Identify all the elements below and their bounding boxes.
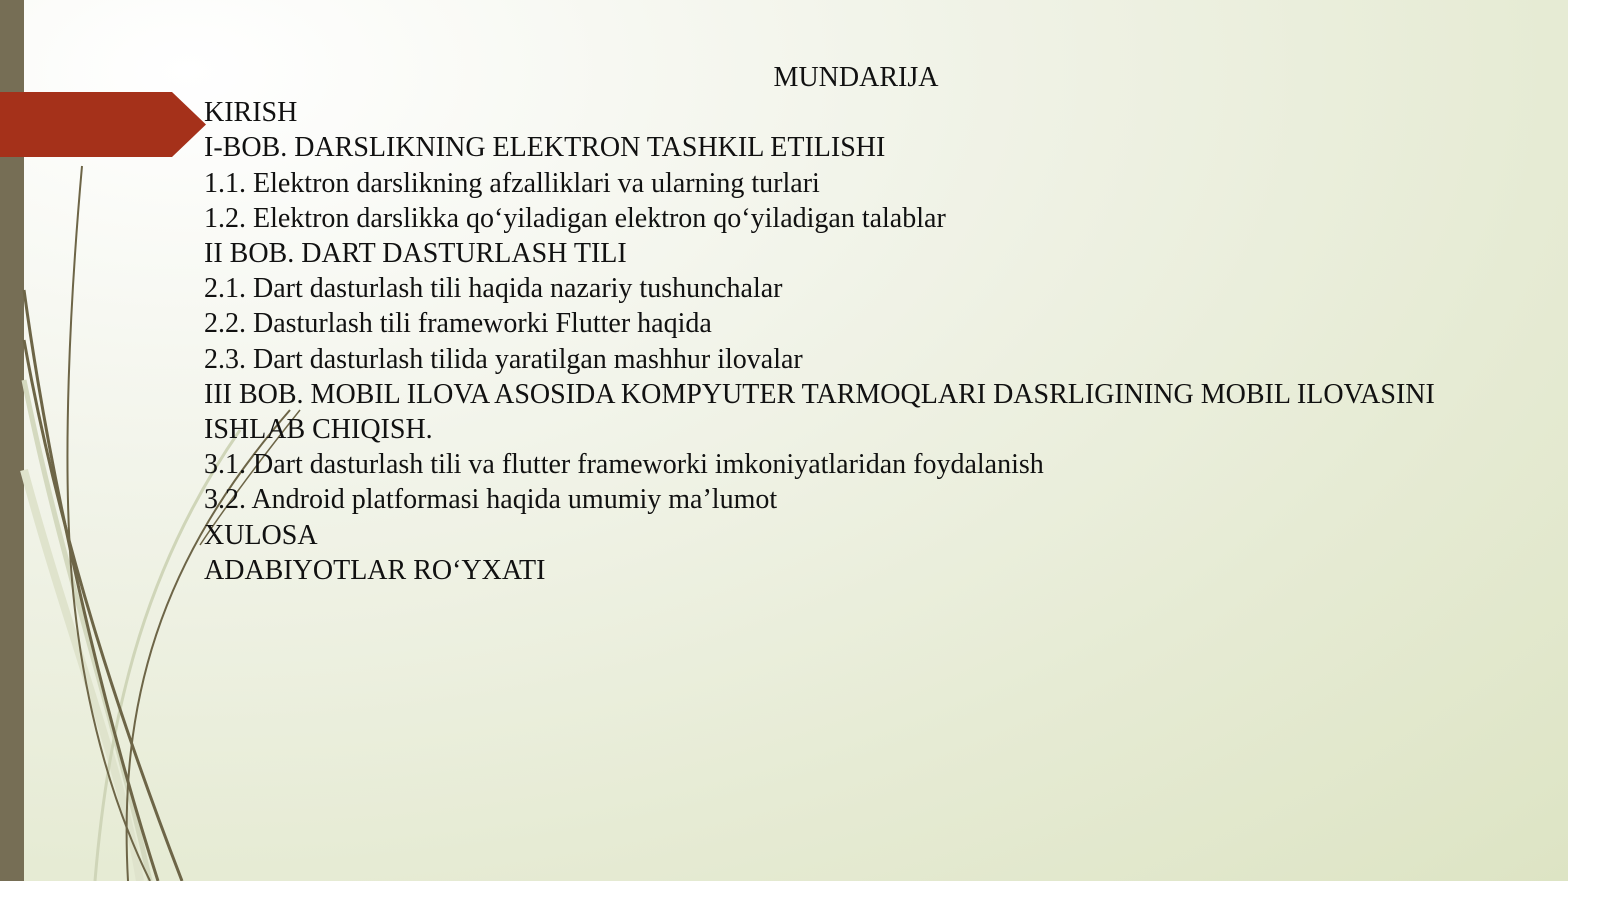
toc-item: XULOSA [204, 519, 318, 551]
toc-item: 3.2. Android platformasi haqida umumiy ma’lumot [204, 484, 778, 516]
toc-item: ADABIYOTLAR RO‘YXATI [204, 554, 546, 586]
table-of-contents [204, 60, 1544, 588]
toc-item: 1.2. Elektron darslikka qo‘yiladigan elektron qo‘yiladigan talablar [204, 202, 946, 234]
toc-item: KIRISH [204, 97, 298, 129]
toc-item: 2.2. Dasturlash tili frameworki Flutter haqida [204, 308, 712, 340]
toc-item: I-BOB. DARSLIKNING ELEKTRON TASHKIL ETILISHI [204, 132, 886, 164]
toc-item: 1.1. Elektron darslikning afzalliklari va ularning turlari [204, 167, 820, 199]
toc-item: II BOB. DART DASTURLASH TILI [204, 238, 627, 270]
toc-list [204, 95, 1544, 588]
toc-item: III BOB. MOBIL ILOVA ASOSIDA KOMPYUTER TARMOQLARI DASRLIGINING MOBIL ILOVASINI [204, 378, 1435, 410]
red-arrow-ribbon [0, 92, 206, 157]
toc-item: 2.3. Dart dasturlash tilida yaratilgan mashhur ilovalar [204, 343, 803, 375]
page-title: MUNDARIJA [773, 62, 939, 93]
toc-item: 3.1. Dart dasturlash tili va flutter frameworki imkoniyatlaridan foydalanish [204, 449, 1044, 481]
toc-item: 2.1. Dart dasturlash tili haqida nazariy tushunchalar [204, 273, 783, 305]
toc-item: ISHLAB CHIQISH. [204, 414, 433, 446]
